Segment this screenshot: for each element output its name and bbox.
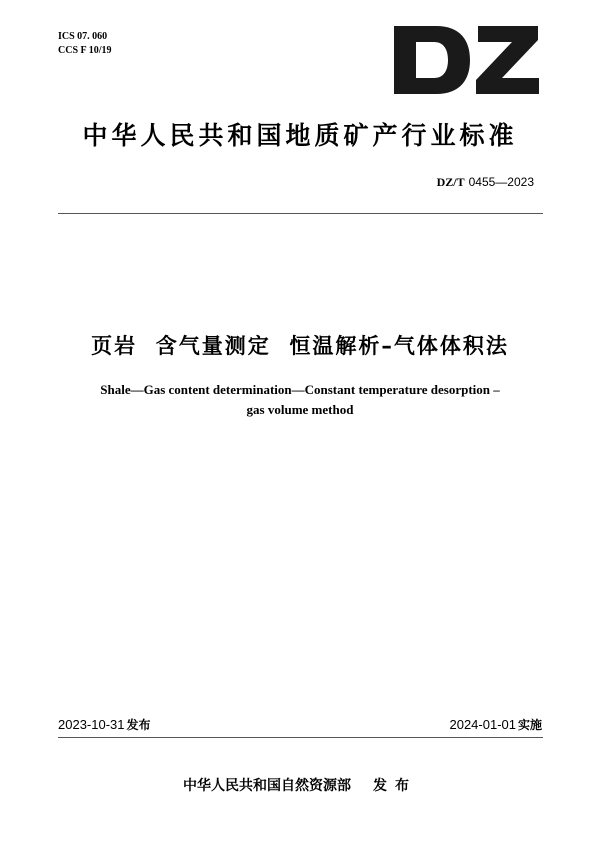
issue-date (58, 716, 151, 733)
dz-logo-letter-z (476, 26, 539, 94)
issuer-action: 发布 (373, 778, 417, 794)
classification-codes (58, 30, 112, 58)
organization-title: 中华人民共和国地质矿产行业标准 (82, 121, 518, 150)
english-title-line-2: gas volume method (246, 402, 354, 417)
implementation-date-value: 2024-01-01 (449, 717, 516, 732)
english-title-line-1: Shale—Gas content determination—Constant temperature desorption – (100, 382, 500, 397)
ics-code: ICS 07. 060 (58, 31, 108, 42)
issuer-name: 中华人民共和国自然资源部 (183, 778, 351, 794)
issue-date-value: 2023-10-31 (58, 717, 125, 732)
standard-number (437, 175, 534, 190)
dz-logo (394, 20, 540, 94)
standard-code: 0455—2023 (468, 175, 534, 189)
standard-title-chinese: 页岩 含气量测定 恒温解析–气体体积法 (91, 334, 509, 358)
implementation-date (449, 716, 542, 733)
dz-logo-letter-d (394, 26, 470, 94)
footer-divider (58, 737, 543, 738)
ccs-code: CCS F 10/19 (58, 45, 112, 56)
standard-prefix: DZ/T (436, 175, 465, 189)
header-divider (58, 213, 543, 214)
standard-title-english (60, 380, 540, 420)
implementation-date-label: 实施 (517, 718, 542, 732)
issuing-authority (0, 775, 600, 795)
issue-date-label: 发布 (126, 718, 151, 732)
